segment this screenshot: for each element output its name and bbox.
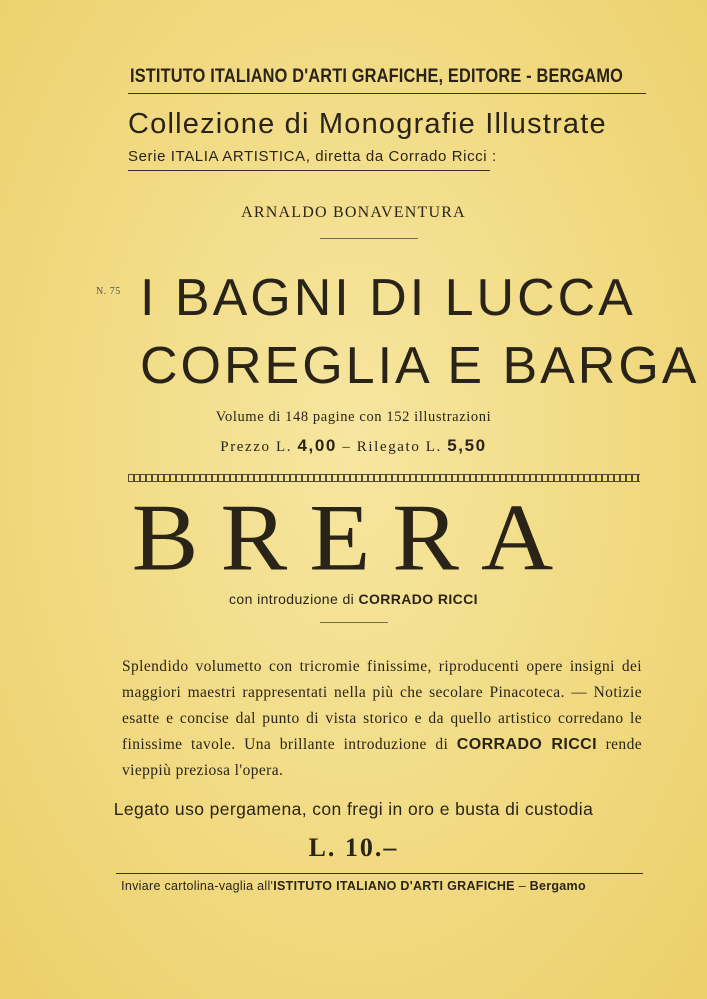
- feature-title: BRERA: [131, 484, 576, 591]
- series-line: Serie ITALIA ARTISTICA, diretta da Corrado Ricci :: [128, 148, 497, 165]
- publisher-heading: ISTITUTO ITALIANO D'ARTI GRAFICHE, EDITORE - BERGAMO: [130, 66, 624, 87]
- price-label: Prezzo L.: [220, 439, 293, 455]
- intro-line: [0, 591, 707, 607]
- collection-title: Collezione di Monografie Illustrate: [128, 108, 607, 140]
- footer-city: Bergamo: [529, 879, 586, 893]
- bound-price-value: 5,50: [447, 436, 487, 455]
- description-text-1: Splendido volumetto con tricromie finissime, riproducenti opere insigni dei maggiori maestri rappresentati nella più che secolare Pinacoteca. — Notizie esatte e concise dal punto di vista storico e da quello artistico corredano le finissime tavole. Una brillante introduzione di: [122, 658, 642, 753]
- intro-name: CORRADO RICCI: [358, 591, 478, 607]
- book-title-line2: COREGLIA E BARGA: [140, 337, 700, 395]
- series-rule: [128, 170, 490, 171]
- footer-separator: –: [518, 879, 526, 893]
- footer-institute: ISTITUTO ITALIANO D'ARTI GRAFICHE: [273, 879, 515, 893]
- feature-price: L. 10.–: [308, 833, 399, 862]
- price-value: 4,00: [297, 436, 337, 455]
- publisher-rule: [128, 93, 646, 94]
- book-title-line1: I BAGNI DI LUCCA: [140, 269, 636, 327]
- footer-rule: [116, 873, 643, 874]
- price-separator: – Rilegato L.: [342, 439, 442, 455]
- intro-rule: [320, 622, 388, 623]
- footer-prefix: Inviare cartolina-vaglia all': [121, 879, 274, 893]
- footer-line: [0, 879, 707, 893]
- author-rule: [320, 238, 418, 239]
- author-name: ARNALDO BONAVENTURA: [241, 204, 466, 221]
- binding-info: Legato uso pergamena, con fregi in oro e busta di custodia: [113, 799, 594, 819]
- price-line: [0, 436, 707, 456]
- description-text-2: rende vieppiù preziosa l'opera.: [122, 736, 642, 779]
- description-name: CORRADO RICCI: [456, 736, 597, 753]
- description-paragraph: [122, 654, 642, 784]
- decorative-border: [128, 474, 640, 482]
- volume-info: Volume di 148 pagine con 152 illustrazioni: [215, 409, 492, 425]
- intro-prefix: con introduzione di: [229, 591, 355, 607]
- volume-number: N. 75: [96, 286, 121, 297]
